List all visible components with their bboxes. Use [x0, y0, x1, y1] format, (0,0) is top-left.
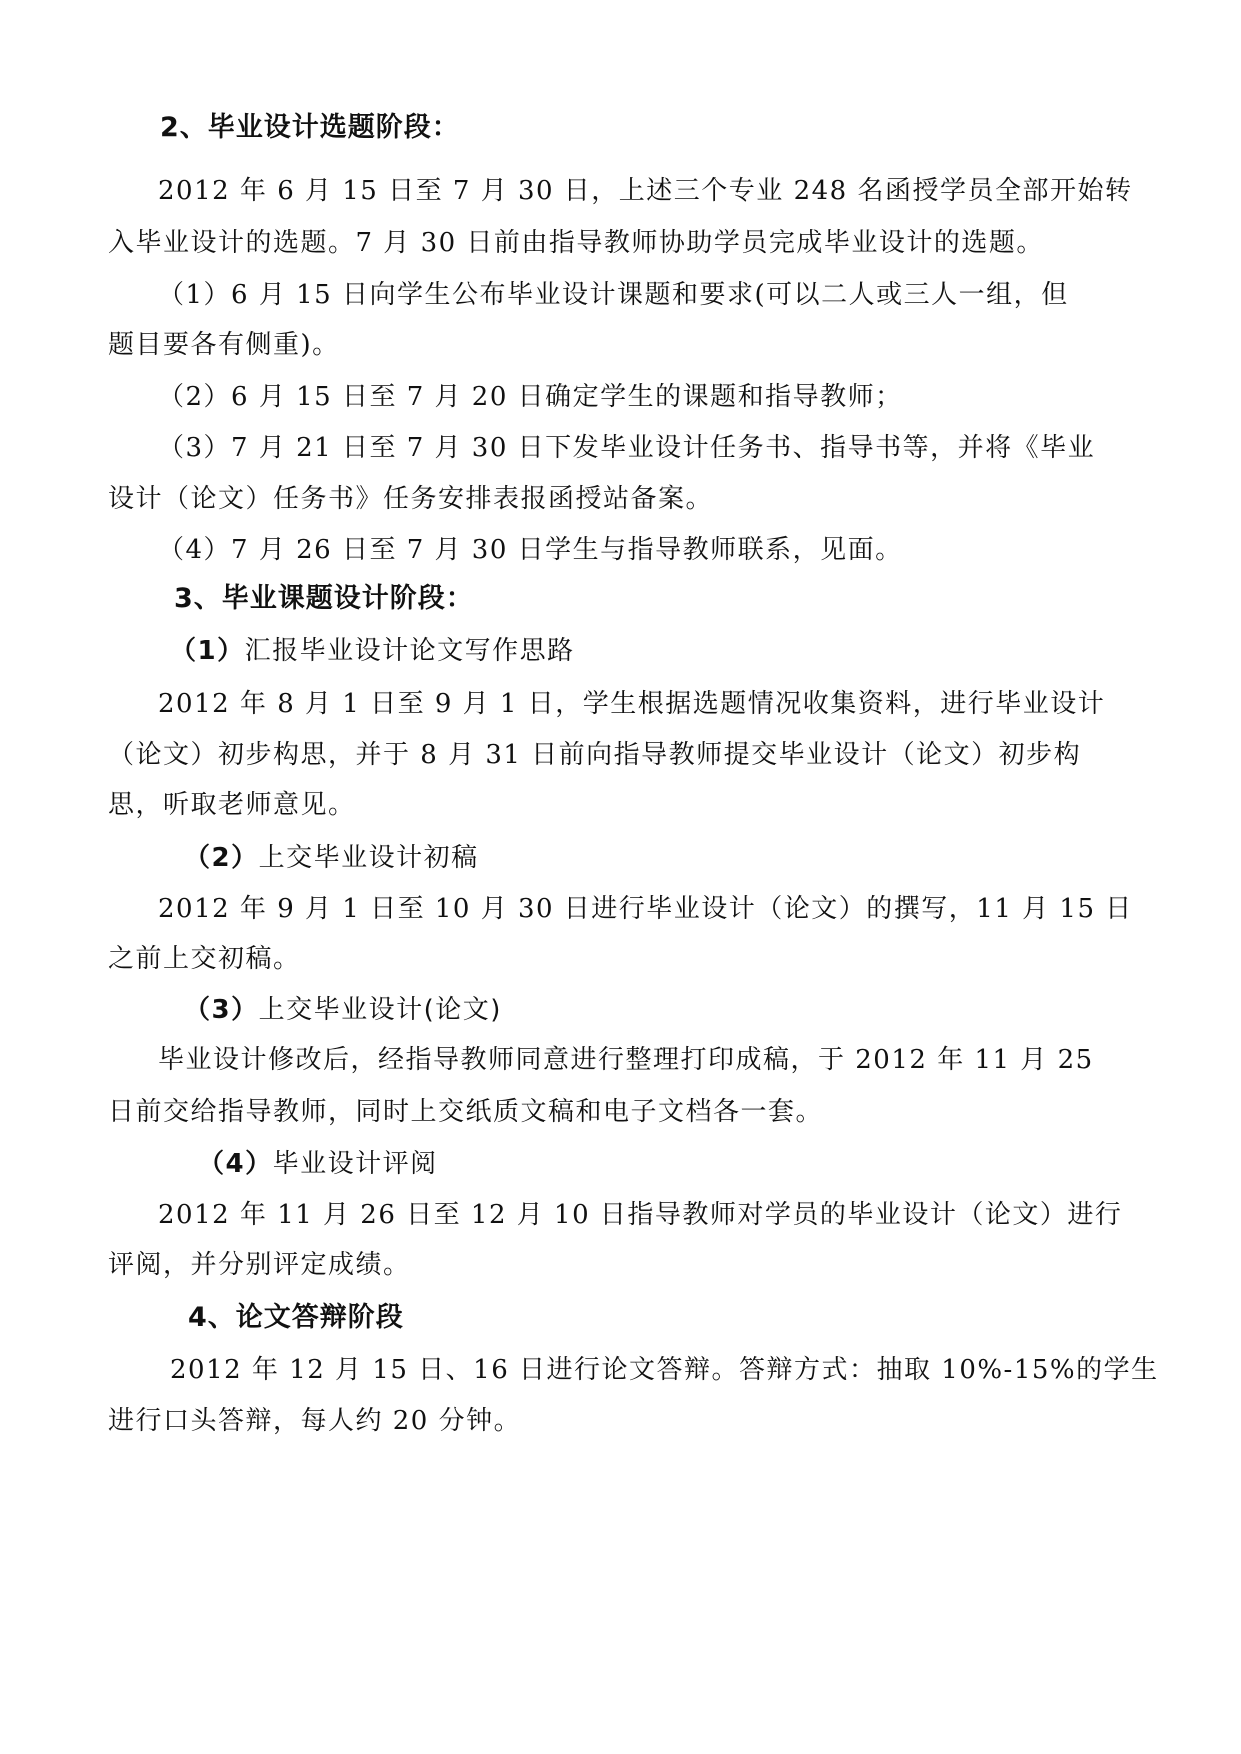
subheading-text: 毕业设计评阅: [272, 1149, 438, 1179]
list-item: （2）6 月 15 日至 7 月 20 日确定学生的课题和指导教师；: [158, 382, 903, 412]
subheading-text: 上交毕业设计(论文): [258, 995, 502, 1025]
subheading-text: 上交毕业设计初稿: [258, 843, 479, 873]
subheading-number: （1）: [170, 636, 245, 666]
paragraph-line: 毕业设计修改后，经指导教师同意进行整理打印成稿，于 2012 年 11 月 25: [158, 1045, 1094, 1075]
list-item-line: 题目要各有侧重)。: [108, 330, 340, 360]
paragraph-line: 2012 年 9 月 1 日至 10 月 30 日进行毕业设计（论文）的撰写，11 月 15 日: [158, 894, 1133, 924]
paragraph-line: 进行口头答辩，每人约 20 分钟。: [108, 1406, 522, 1436]
paragraph-line: 2012 年 11 月 26 日至 12 月 10 日指导教师对学员的毕业设计（论文）进行: [158, 1200, 1123, 1230]
subheading-3: [184, 995, 502, 1025]
paragraph-line: 入毕业设计的选题。7 月 30 日前由指导教师协助学员完成毕业设计的选题。: [108, 228, 1044, 258]
section-4-heading: 4、论文答辩阶段: [188, 1302, 404, 1333]
subheading-number: （4）: [198, 1149, 273, 1179]
subheading-4: [198, 1149, 438, 1179]
paragraph-line: 2012 年 8 月 1 日至 9 月 1 日，学生根据选题情况收集资料，进行毕业设计: [158, 689, 1106, 719]
list-item-line: 设计（论文）任务书》任务安排表报函授站备案。: [108, 484, 714, 514]
list-item: （4）7 月 26 日至 7 月 30 日学生与指导教师联系，见面。: [158, 535, 903, 565]
paragraph-line: 2012 年 12 月 15 日、16 日进行论文答辩。答辩方式：抽取 10%-15%的学生: [170, 1355, 1159, 1385]
subheading-number: （2）: [184, 843, 259, 873]
list-item-line: （3）7 月 21 日至 7 月 30 日下发毕业设计任务书、指导书等，并将《毕业: [158, 433, 1096, 463]
subheading-text: 汇报毕业设计论文写作思路: [244, 636, 575, 666]
paragraph-line: 思，听取老师意见。: [108, 790, 356, 820]
paragraph-line: 评阅，并分别评定成绩。: [108, 1250, 411, 1280]
section-3-heading: 3、毕业课题设计阶段：: [174, 583, 474, 614]
paragraph-line: 2012 年 6 月 15 日至 7 月 30 日，上述三个专业 248 名函授学员全部开始转: [158, 176, 1133, 206]
paragraph-line: 日前交给指导教师，同时上交纸质文稿和电子文档各一套。: [108, 1097, 824, 1127]
paragraph-line: 之前上交初稿。: [108, 944, 301, 974]
subheading-number: （3）: [184, 995, 259, 1025]
section-2-heading: 2、毕业设计选题阶段：: [160, 112, 460, 143]
subheading-2: [184, 843, 479, 873]
list-item-line: （1）6 月 15 日向学生公布毕业设计课题和要求(可以二人或三人一组，但: [158, 280, 1069, 310]
paragraph-line: （论文）初步构思，并于 8 月 31 日前向指导教师提交毕业设计（论文）初步构: [108, 740, 1082, 770]
subheading-1: [170, 636, 575, 666]
